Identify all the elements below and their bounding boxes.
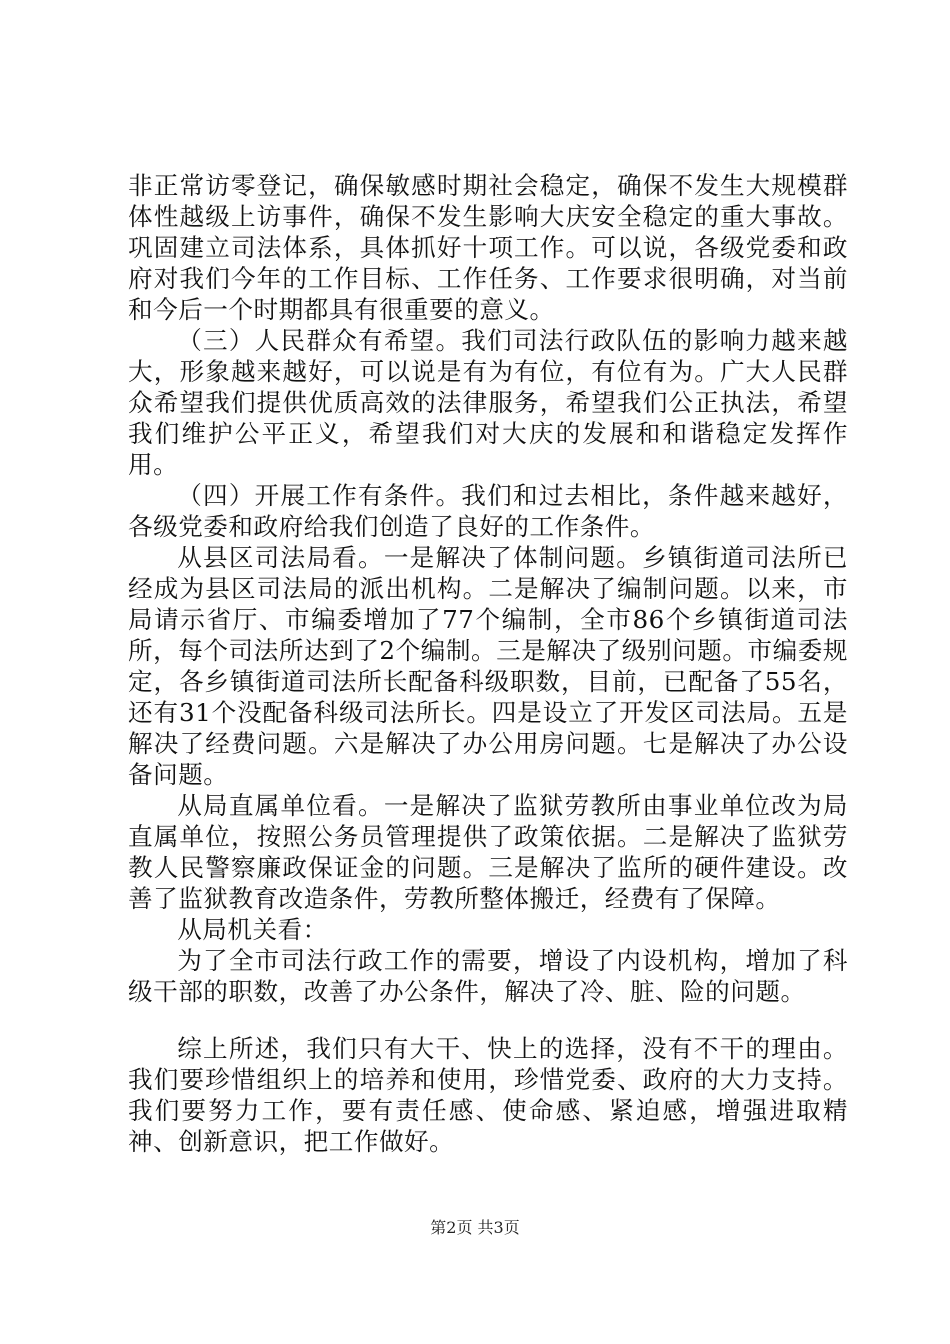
paragraph-section-four: （四）开展工作有条件。我们和过去相比，条件越来越好，各级党委和政府给我们创造了良好的工作条件。: [128, 481, 848, 541]
paragraph-continuation: 非正常访零登记，确保敏感时期社会稳定，确保不发生大规模群体性越级上访事件，确保不发生影响大庆安全稳定的重大事故。巩固建立司法体系，具体抓好十项工作。可以说，各级党委和政府对我们今年的工作目标、工作任务、工作要求很明确，对当前和今后一个时期都具有很重要的意义。: [128, 171, 848, 324]
paragraph-direct-units: 从局直属单位看。一是解决了监狱劳教所由事业单位改为局直属单位，按照公务员管理提供了政策依据。二是解决了监狱劳教人民警察廉政保证金的问题。三是解决了监所的硬件建设。改善了监狱教育改造条件，劳教所整体搬迁，经费有了保障。: [128, 791, 848, 913]
paragraph-bureau-office: 为了全市司法行政工作的需要，增设了内设机构，增加了科级干部的职数，改善了办公条件，解决了冷、脏、险的问题。: [128, 946, 848, 1006]
paragraph-county-bureau: 从县区司法局看。一是解决了体制问题。乡镇街道司法所已经成为县区司法局的派出机构。二是解决了编制问题。以来，市局请示省厅、市编委增加了77个编制，全市86个乡镇街道司法所，每个司法所达到了2个编制。三是解决了级别问题。市编委规定，各乡镇街道司法所长配备科级职数，目前，已配备了55名，还有31个没配备科级司法所长。四是设立了开发区司法局。五是解决了经费问题。六是解决了办公用房问题。七是解决了办公设备问题。: [128, 543, 848, 789]
paragraph-summary: 综上所述，我们只有大干、快上的选择，没有不干的理由。我们要珍惜组织上的培养和使用，珍惜党委、政府的大力支持。我们要努力工作，要有责任感、使命感、紧迫感，增强进取精神、创新意识，把工作做好。: [128, 1034, 848, 1156]
paragraph-section-three: （三）人民群众有希望。我们司法行政队伍的影响力越来越大，形象越来越好，可以说是有为有位，有位有为。广大人民群众希望我们提供优质高效的法律服务，希望我们公正执法，希望我们维护公平正义，希望我们对大庆的发展和和谐稳定发挥作用。: [128, 326, 848, 479]
paragraph-bureau-office-heading: 从局机关看：: [177, 915, 328, 944]
document-body: [128, 170, 848, 1157]
page-number-footer: 第2页 共3页: [430, 1218, 520, 1237]
